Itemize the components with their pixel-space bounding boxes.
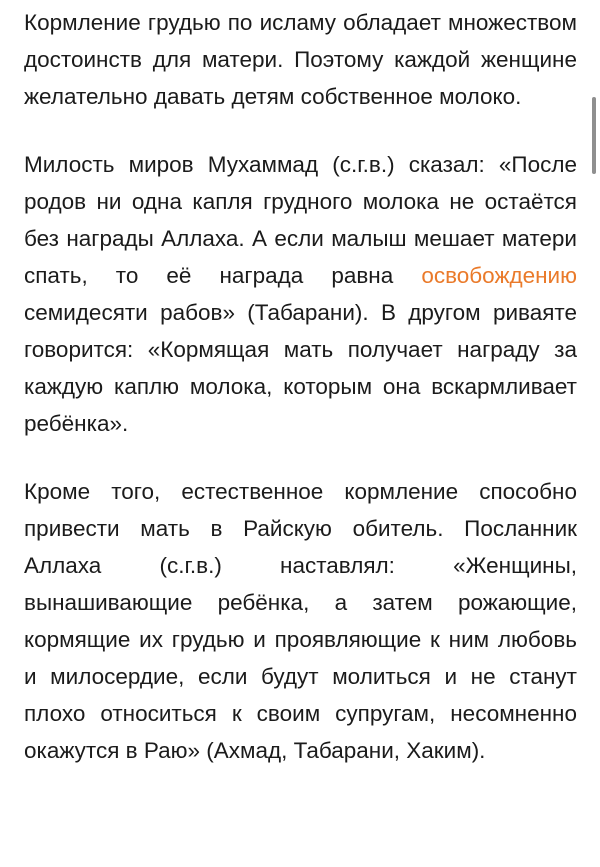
paragraph-paradise: Кроме того, естественное кормление способно привести мать в Райскую обитель. Посланник Аллаха (с.г.в.) наставлял: «Женщины, вынашивающие ребёнка, а затем рожающие, кормящие их грудью и проявляющие к ним любовь и милосердие, если будут молиться и не станут плохо относиться к своим супругам, несомненно окажутся в Раю» (Ахмад, Табарани, Хаким). [24,479,577,763]
paragraph-text-start: Милость миров Мухаммад (с.г.в.) сказал: «После родов ни одна капля грудного молока не остаётся без награды Аллаха. А если малыш мешает матери спать, то её награда равна [24,152,577,288]
scrollbar-thumb[interactable] [592,97,596,174]
link-liberation[interactable]: освобождению [421,263,577,288]
paragraph-breastfeeding-virtues: Кормление грудью по исламу обладает множеством достоинств для матери. Поэтому каждой женщине желательно давать детям собственное молоко. [24,10,577,109]
paragraph-hadith-reward [24,146,577,442]
paragraph-text-end: семидесяти рабов» (Табарани). В другом риваяте говорится: «Кормящая мать получает награду за каждую каплю молока, которым она вскармливает ребёнка». [24,300,577,436]
article-body [24,4,577,769]
